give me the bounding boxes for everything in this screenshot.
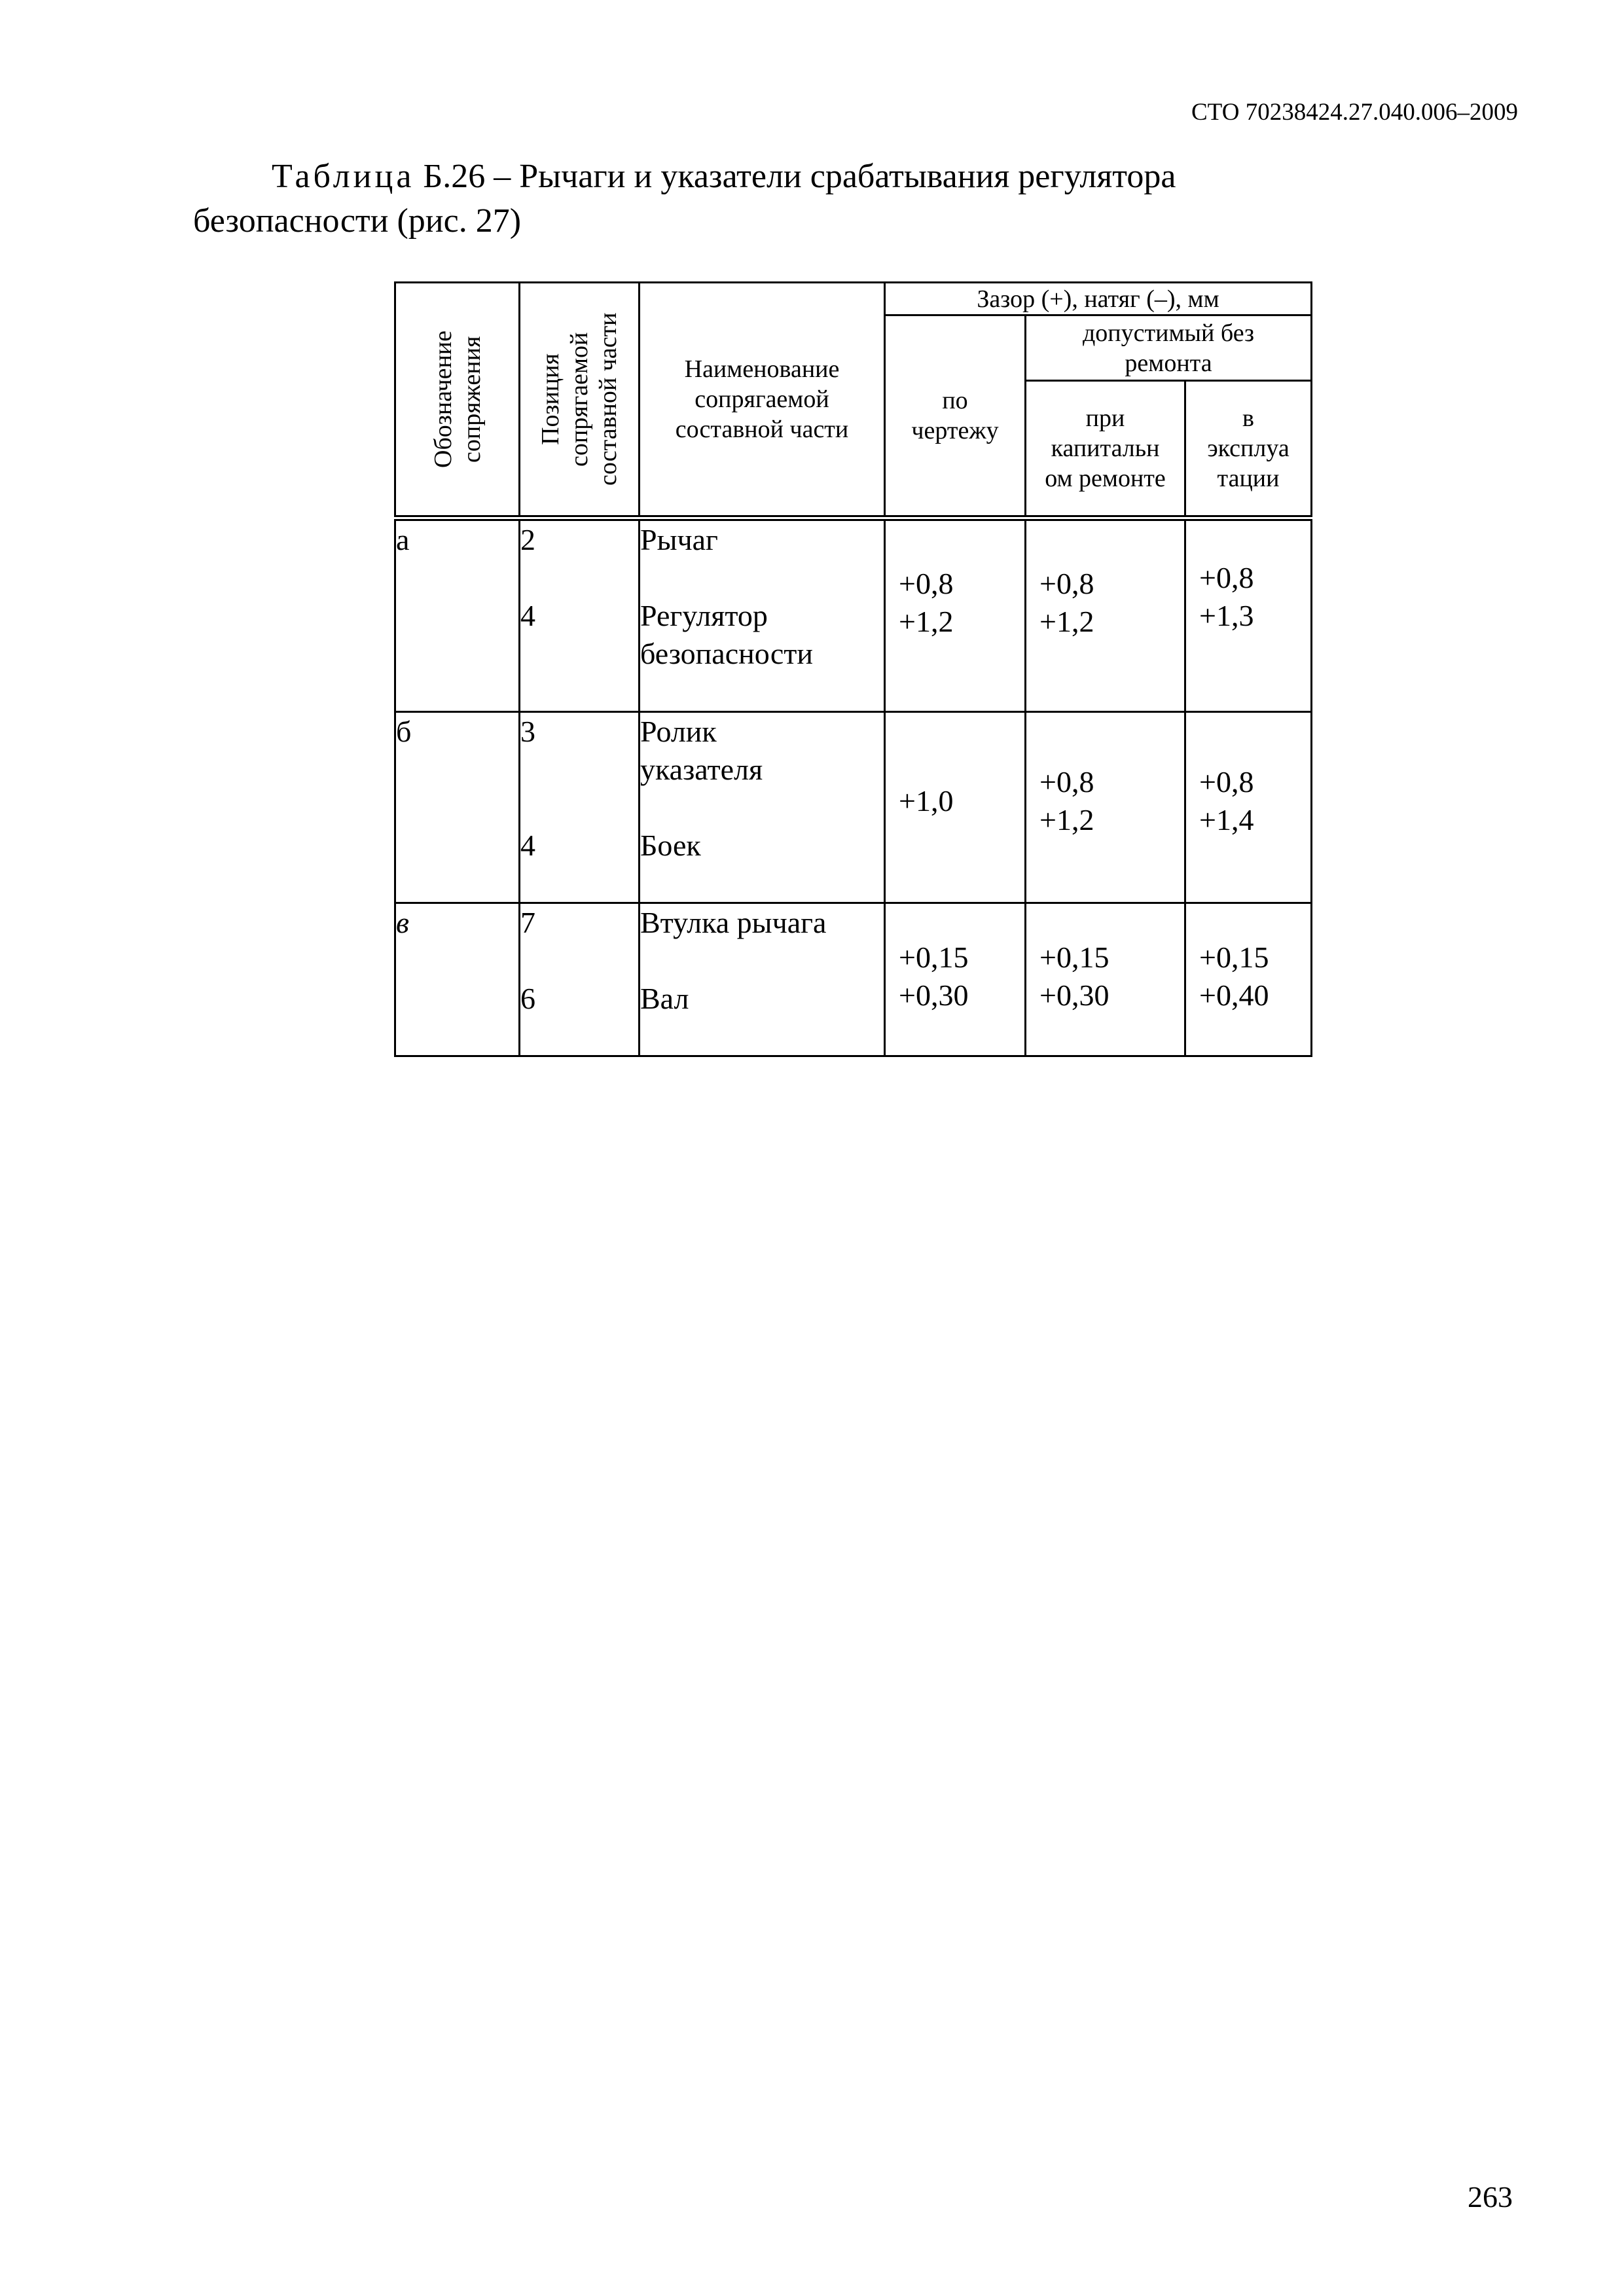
header-name-text: Наименование сопрягаемой составной части	[675, 355, 849, 443]
cell-position	[520, 903, 640, 1056]
gap-value: +0,30	[1039, 978, 1110, 1012]
cell-capital-repair	[1026, 903, 1185, 1056]
cell-capital-repair	[1026, 712, 1185, 903]
gap-value: +1,3	[1199, 599, 1254, 632]
cell-position	[520, 712, 640, 903]
cell-operation	[1185, 712, 1312, 903]
header-operation-text: в эксплуа тации	[1207, 404, 1290, 492]
part-name: Боек	[640, 829, 701, 862]
part-name: Регулятор безопасности	[640, 599, 814, 670]
gap-value: +0,8	[1039, 567, 1094, 600]
cell-by-drawing	[885, 712, 1026, 903]
table-row	[395, 518, 1312, 712]
position-value: 4	[520, 599, 535, 632]
cell-designation	[395, 903, 520, 1056]
position-value: 6	[520, 982, 535, 1015]
header-by-drawing	[885, 315, 1026, 518]
cell-operation	[1185, 518, 1312, 712]
gap-value: +0,8	[899, 567, 954, 600]
cell-designation	[395, 712, 520, 903]
caption-line-2: безопасности (рис. 27)	[193, 202, 522, 240]
position-value: 2	[520, 523, 535, 556]
part-name: Втулка рычага	[640, 906, 827, 939]
header-capital-repair-text: при капитальн ом ремонте	[1045, 404, 1166, 492]
gap-value: +1,0	[899, 783, 954, 817]
header-operation	[1185, 381, 1312, 518]
header-allowed-group	[1026, 315, 1312, 381]
gap-value: +1,2	[1039, 802, 1094, 836]
cell-name	[640, 712, 885, 903]
gap-value: +0,15	[899, 940, 969, 974]
cell-by-drawing	[885, 903, 1026, 1056]
table-caption	[193, 154, 1437, 243]
table-row	[395, 712, 1312, 903]
designation-value: в	[396, 906, 409, 939]
gap-value: +0,8	[1199, 561, 1254, 594]
gap-value: +1,2	[899, 605, 954, 638]
header-position-text: Позиция сопрягаемой составной части	[537, 312, 622, 486]
header-designation-text: Обозначение сопряжения	[429, 331, 486, 468]
caption-label: Таблица	[272, 158, 415, 195]
caption-line-1	[193, 154, 1437, 199]
header-designation	[395, 283, 520, 518]
caption-text-1: Б.26 – Рычаги и указатели срабатывания регулятора	[414, 158, 1176, 195]
part-name: Рычаг	[640, 523, 718, 556]
cell-name	[640, 518, 885, 712]
gap-value: +1,2	[1039, 605, 1094, 638]
gap-value: +0,15	[1199, 940, 1269, 974]
header-gap-group	[885, 283, 1312, 315]
header-gap-group-text: Зазор (+), натяг (–), мм	[977, 285, 1219, 313]
header-name	[640, 283, 885, 518]
position-value: 4	[520, 829, 535, 862]
header-capital-repair	[1026, 381, 1185, 518]
position-value: 7	[520, 906, 535, 939]
gap-value: +1,4	[1199, 802, 1254, 836]
document-code: СТО 70238424.27.040.006–2009	[1191, 99, 1518, 126]
cell-capital-repair	[1026, 518, 1185, 712]
part-name: Вал	[640, 982, 689, 1015]
cell-designation	[395, 518, 520, 712]
gap-value: +0,40	[1199, 978, 1269, 1012]
header-position	[520, 283, 640, 518]
cell-position	[520, 518, 640, 712]
table-row	[395, 903, 1312, 1056]
gap-value: +0,30	[899, 978, 969, 1012]
gap-value: +0,15	[1039, 940, 1110, 974]
cell-by-drawing	[885, 518, 1026, 712]
designation-value: а	[396, 523, 410, 556]
cell-operation	[1185, 903, 1312, 1056]
header-allowed-group-text: допустимый без ремонта	[1082, 319, 1255, 377]
position-value: 3	[520, 715, 535, 748]
page-number: 263	[1468, 2180, 1513, 2214]
designation-value: б	[396, 715, 412, 748]
header-by-drawing-text: по чертежу	[911, 387, 999, 444]
part-name: Ролик указателя	[640, 715, 763, 786]
gap-value: +0,8	[1199, 764, 1254, 798]
gap-value: +0,8	[1039, 764, 1094, 798]
parts-table	[394, 281, 1312, 1057]
cell-name	[640, 903, 885, 1056]
